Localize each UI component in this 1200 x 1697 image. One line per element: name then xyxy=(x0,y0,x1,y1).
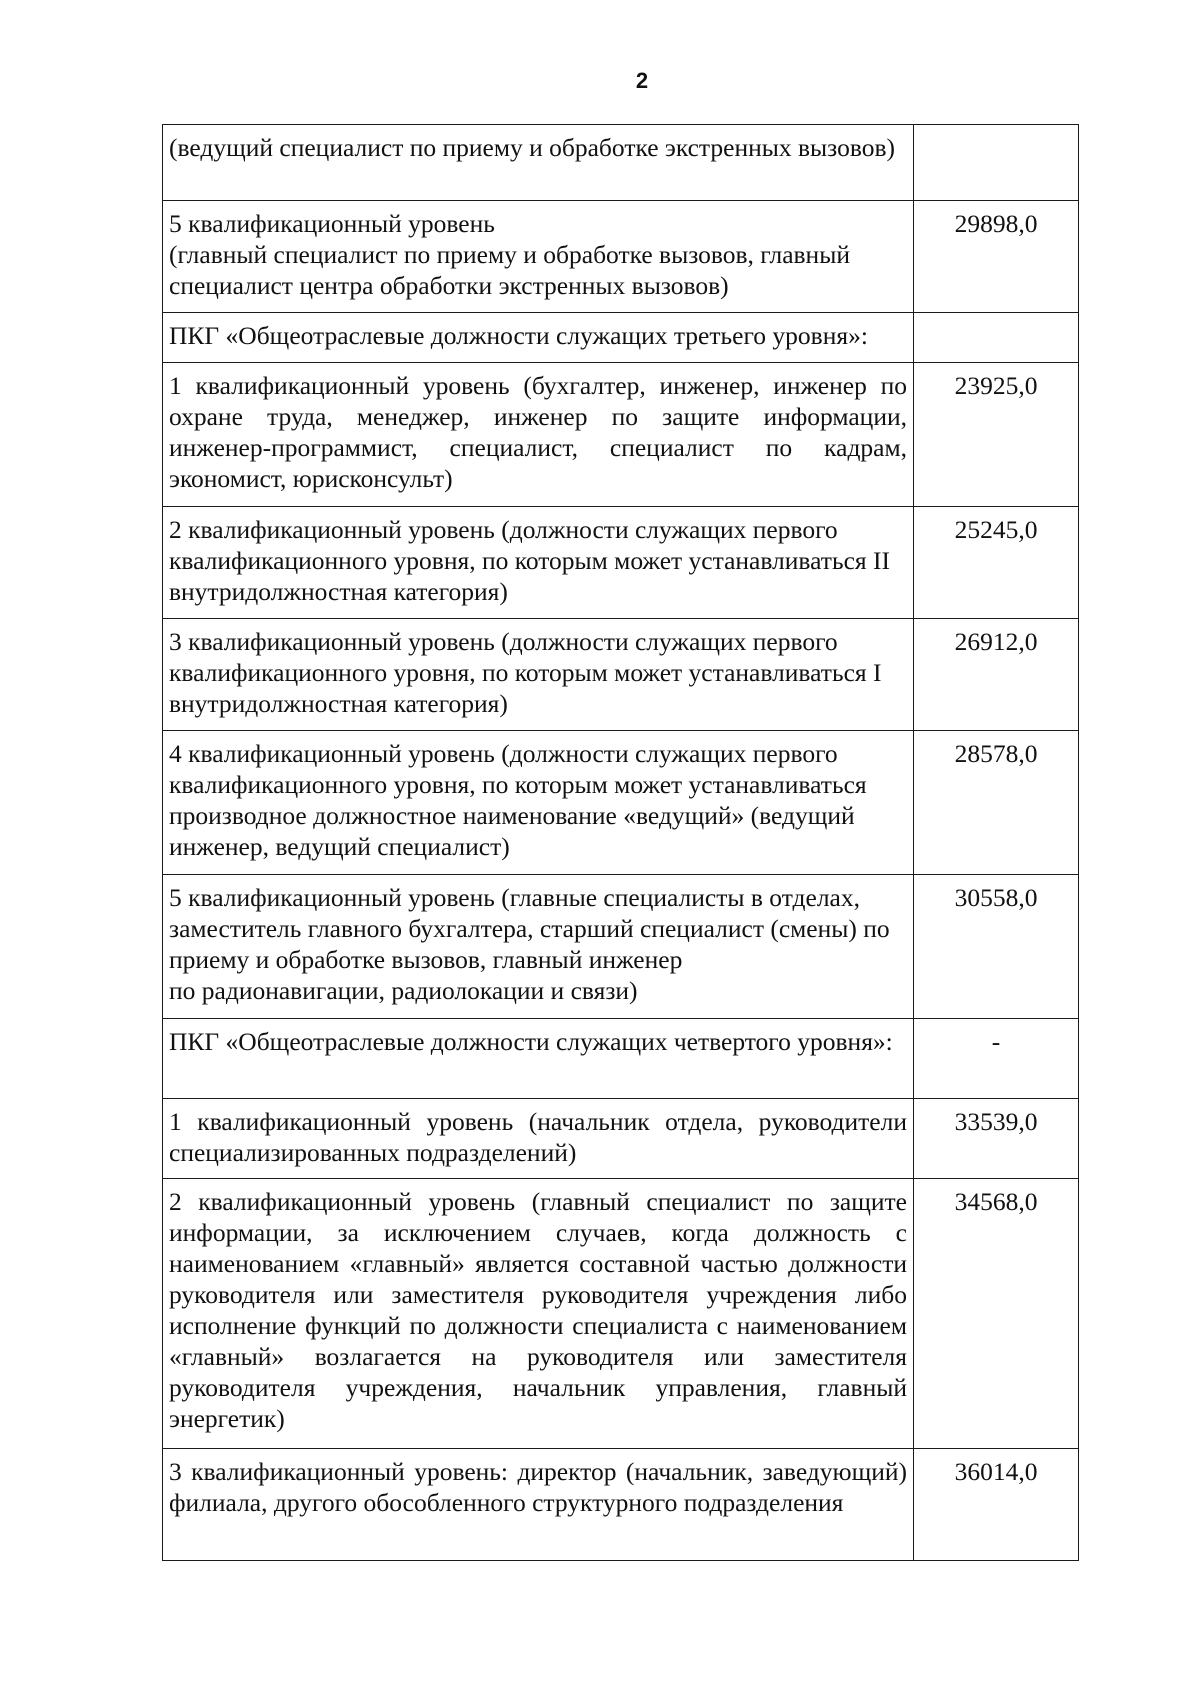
row-value: 29898,0 xyxy=(914,201,1079,313)
table-row xyxy=(163,201,1079,313)
row-description xyxy=(163,201,914,313)
row-description-line: (главный специалист по приему и обработке вызовов, главный специалист центра обработки экстренных вызовов) xyxy=(169,240,850,300)
table-row xyxy=(163,619,1079,731)
row-value: 33539,0 xyxy=(914,1099,1079,1179)
row-description: ПКГ «Общеотраслевые должности служащих третьего уровня»: xyxy=(163,313,914,363)
table-row xyxy=(163,313,1079,363)
table-row xyxy=(163,1449,1079,1561)
row-value: 34568,0 xyxy=(914,1179,1079,1449)
salary-table xyxy=(162,124,1079,1561)
row-value: - xyxy=(914,1019,1079,1099)
row-description: ПКГ «Общеотраслевые должности служащих четвертого уровня»: xyxy=(163,1019,914,1099)
row-description: (ведущий специалист по приему и обработке экстренных вызовов) xyxy=(163,125,914,201)
table-row xyxy=(163,125,1079,201)
row-value: 25245,0 xyxy=(914,507,1079,619)
row-value: 28578,0 xyxy=(914,731,1079,875)
table-row xyxy=(163,875,1079,1019)
row-description: 2 квалификационный уровень (должности служащих первого квалификационного уровня, по которым может устанавливаться II внутридолжностная категория) xyxy=(163,507,914,619)
table-row xyxy=(163,1019,1079,1099)
table-row xyxy=(163,1099,1079,1179)
row-value: 30558,0 xyxy=(914,875,1079,1019)
row-value: 26912,0 xyxy=(914,619,1079,731)
row-value: 36014,0 xyxy=(914,1449,1079,1561)
row-description: 3 квалификационный уровень (должности служащих первого квалификационного уровня, по которым может устанавливаться I внутридолжностная категория) xyxy=(163,619,914,731)
row-value: 23925,0 xyxy=(914,363,1079,507)
row-value xyxy=(914,125,1079,201)
table-row xyxy=(163,507,1079,619)
table-row xyxy=(163,363,1079,507)
table-row xyxy=(163,731,1079,875)
row-description: 4 квалификационный уровень (должности служащих первого квалификационного уровня, по которым может устанавливаться производное должностное наименование «ведущий» (ведущий инженер, ведущий специалист) xyxy=(163,731,914,875)
row-description xyxy=(163,875,914,1019)
row-description-line: 5 квалификационный уровень xyxy=(169,209,495,238)
row-value xyxy=(914,313,1079,363)
row-description: 1 квалификационный уровень (бухгалтер, инженер, инженер по охране труда, менеджер, инженер по защите информации, инженер-программист, специалист, специалист по кадрам, экономист, юрисконсульт) xyxy=(163,363,914,507)
row-description-line: 5 квалификационный уровень (главные специалисты в отделах, заместитель главного бухгалтера, старший специалист (смены) по приему и обработке вызовов, главный инженер xyxy=(169,883,890,974)
row-description-line: по радионавигации, радиолокации и связи) xyxy=(169,976,638,1005)
page-number: 2 xyxy=(635,68,649,93)
row-description: 1 квалификационный уровень (начальник отдела, руководители специализированных подразделений) xyxy=(163,1099,914,1179)
table-row xyxy=(163,1179,1079,1449)
row-description: 3 квалификационный уровень: директор (начальник, заведующий) филиала, другого обособленного структурного подразделения xyxy=(163,1449,914,1561)
row-description: 2 квалификационный уровень (главный специалист по защите информации, за исключением случаев, когда должность с наименованием «главный» является составной частью должности руководителя или заместителя руководителя учреждения либо исполнение функций по должности специалиста с наименованием «главный» возлагается на руководителя или заместителя руководителя учреждения, начальник управления, главный энергетик) xyxy=(163,1179,914,1449)
